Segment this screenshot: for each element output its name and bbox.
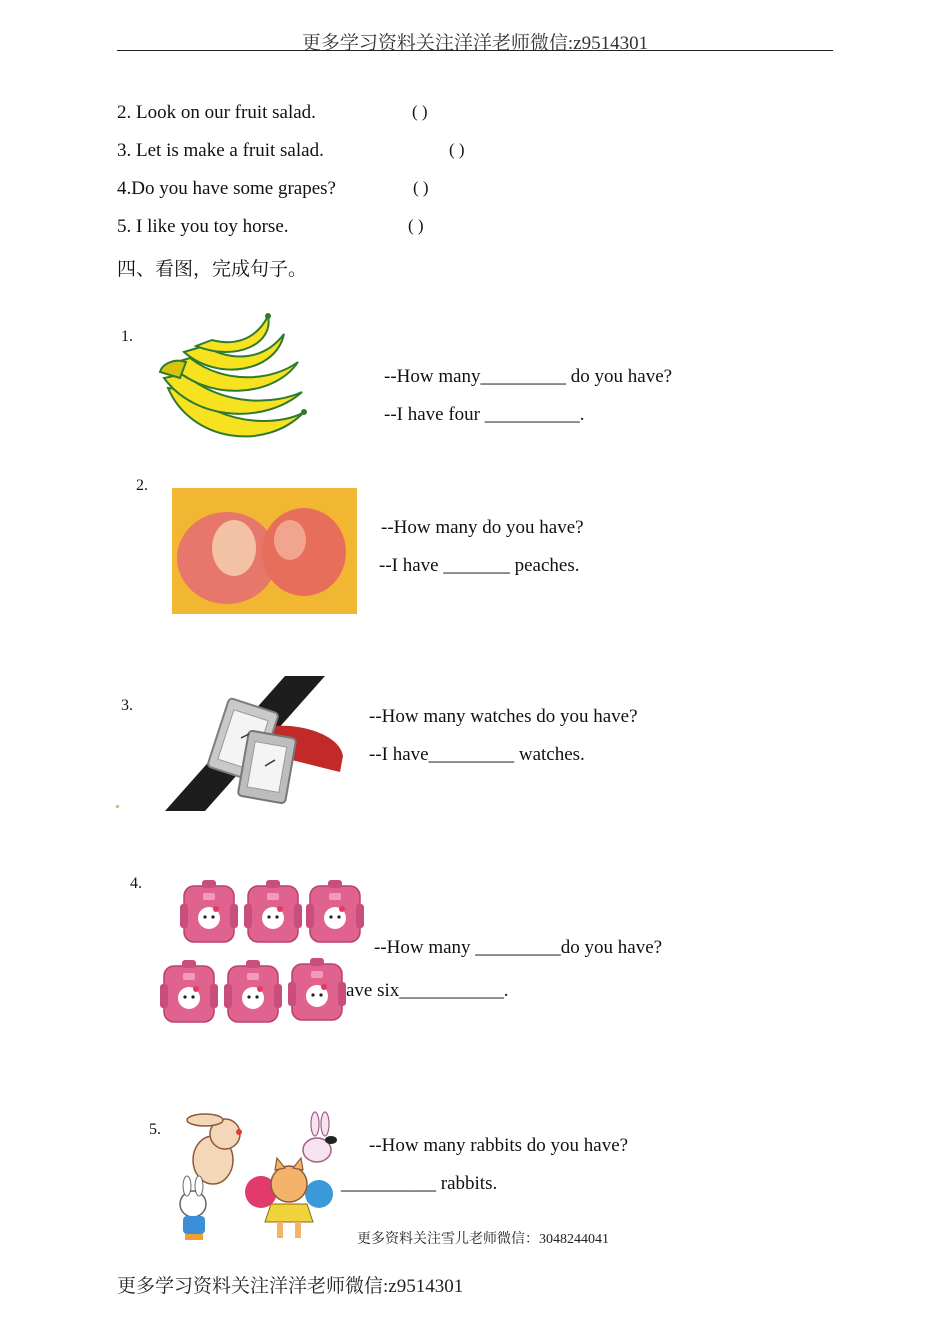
part3-paren-5: ( ) xyxy=(408,216,424,235)
small-watermark: 更多资料关注雪儿老师微信：3048244041 xyxy=(357,1232,609,1247)
item-4-number: 4. xyxy=(130,875,142,892)
peaches-image xyxy=(172,488,357,614)
rabbits-image xyxy=(163,1108,341,1244)
item-1-number: 1. xyxy=(121,328,133,345)
part4-heading: 四、看图，完成句子。 xyxy=(117,259,308,280)
item-3-question: --How many watches do you have? xyxy=(369,706,638,727)
item-5-question: --How many rabbits do you have? xyxy=(369,1135,629,1156)
footer-watermark: 更多学习资料关注洋洋老师微信:z9514301 xyxy=(117,1276,464,1297)
part3-item-4: 4.Do you have some grapes? xyxy=(117,178,336,199)
schoolbags-image xyxy=(160,878,366,1024)
part3-paren-3: ( ) xyxy=(449,140,465,159)
item-3-number: 3. xyxy=(121,697,133,714)
item-2-answer: --I have _______ peaches. xyxy=(379,555,580,576)
part3-item-5: 5. I like you toy horse. xyxy=(117,216,289,237)
part3-item-3: 3. Let is make a fruit salad. xyxy=(117,140,324,161)
item-2-number: 2. xyxy=(136,477,148,494)
watches-image xyxy=(165,676,345,811)
item-1-answer: --I have four __________. xyxy=(384,404,585,425)
item-3-answer: --I have_________ watches. xyxy=(369,744,585,765)
item-1-question: --How many_________ do you have? xyxy=(384,366,673,387)
header-watermark: 更多学习资料关注洋洋老师微信:z9514301 xyxy=(301,33,649,54)
part3-paren-4: ( ) xyxy=(413,178,429,197)
item-5-number: 5. xyxy=(149,1121,161,1138)
item-4-question: --How many _________do you have? xyxy=(374,937,663,958)
bananas-image xyxy=(156,312,308,457)
header-rule xyxy=(117,50,833,51)
item-4-answer: ave six___________. xyxy=(346,980,509,1001)
item-2-question: --How many do you have? xyxy=(381,517,584,538)
part3-item-2: 2. Look on our fruit salad. xyxy=(117,102,316,123)
item-5-answer: __________ rabbits. xyxy=(341,1173,498,1194)
part3-paren-2: ( ) xyxy=(412,102,428,121)
stray-dot xyxy=(116,805,119,808)
